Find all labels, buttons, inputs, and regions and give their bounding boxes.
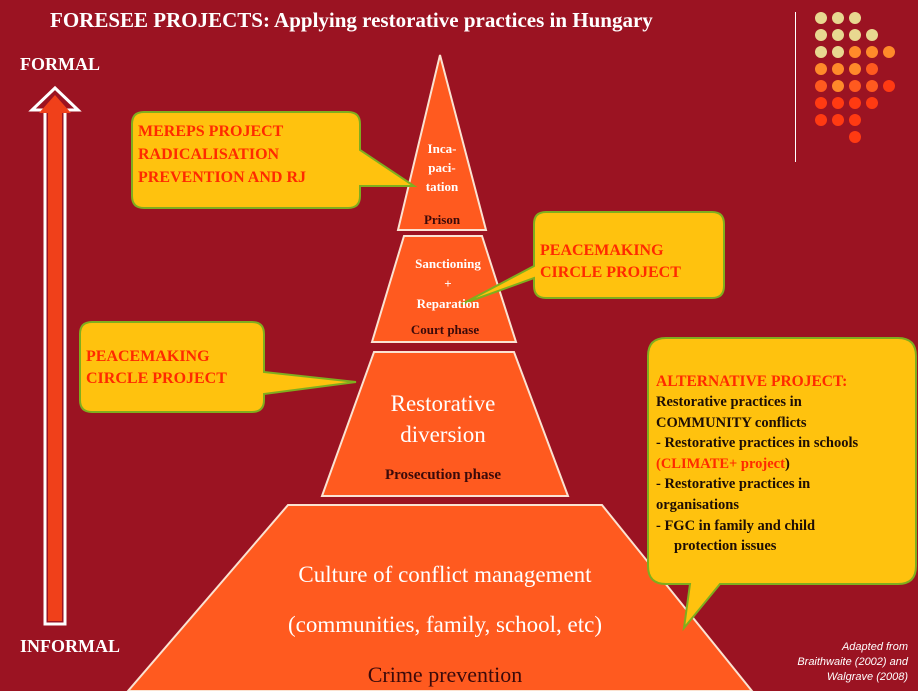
tier-base-line-2: (communities, family, school, etc)	[287, 612, 603, 637]
callout-peacemaking-right-text: PEACEMAKING CIRCLE PROJECT	[540, 242, 681, 281]
tier-prison-phase: Prison	[423, 212, 461, 227]
tier-incapacitation-label: Inca- paci- tation	[425, 141, 459, 194]
formal-label: FORMAL	[20, 54, 100, 74]
tier-prosecution-phase: Prosecution phase	[385, 467, 501, 483]
tier-sanctioning-label: Sanctioning + Reparation	[415, 256, 481, 312]
alternative-heading: ALTERNATIVE PROJECT:	[656, 373, 848, 390]
tier-base-line-3: Crime prevention	[367, 662, 523, 687]
slide-title: FORESEE PROJECTS: Applying restorative practices in Hungary	[50, 8, 653, 32]
tier-court-phase: Court phase	[410, 322, 480, 337]
informal-label: INFORMAL	[20, 636, 120, 656]
source-credit: Adapted from Braithwaite (2002) and Walgrave (2008)	[797, 641, 908, 684]
tier-base-line-1: Culture of conflict management	[298, 562, 592, 587]
callout-alternative-text: ALTERNATIVE PROJECT: Restorative practices in COMMUNITY conflicts - Restorative practices in schools (CLIMATE+ project) - Restorative practices in organisations - FGC in family and child protection issues	[656, 372, 916, 557]
tier-diversion-label: Restorative diversion	[390, 391, 496, 448]
callout-mereps-text: MEREPS PROJECT RADICALISATION PREVENTION AND RJ	[138, 123, 307, 187]
callout-peacemaking-left-text: PEACEMAKING CIRCLE PROJECT	[86, 348, 227, 387]
